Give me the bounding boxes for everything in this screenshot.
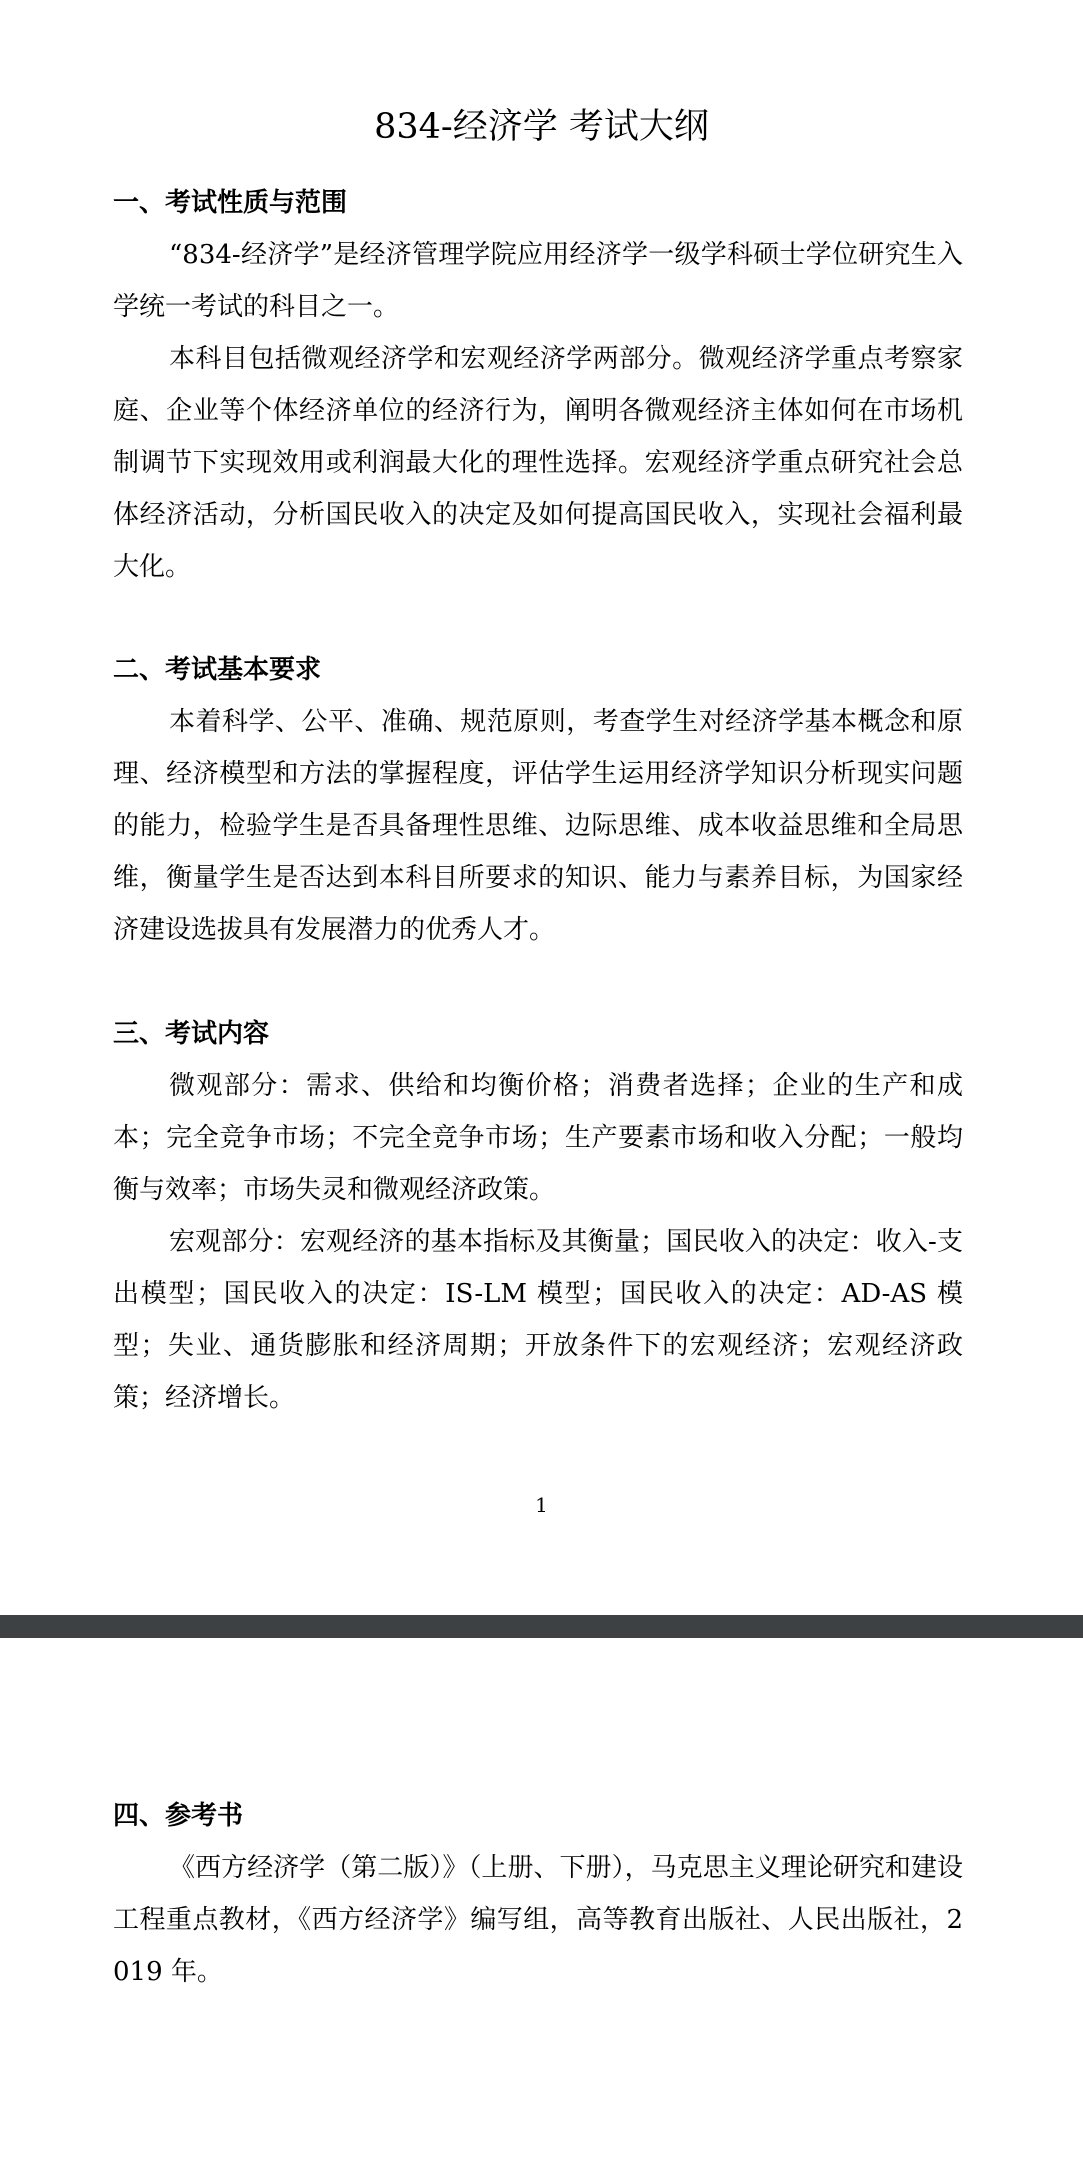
section-exam-content	[113, 1008, 963, 1424]
section-heading: 三、考试内容	[113, 1019, 270, 1049]
section-paragraph: 宏观部分：宏观经济的基本指标及其衡量；国民收入的决定：收入-支出模型；国民收入的决定：IS-LM 模型；国民收入的决定：AD-AS 模型；失业、通货膨胀和经济周期；开放条件下的宏观经济；宏观经济政策；经济增长。	[113, 1227, 963, 1413]
document-page-2	[0, 1638, 1083, 2180]
section-heading: 四、参考书	[113, 1801, 244, 1831]
section-paragraph: “834-经济学”是经济管理学院应用经济学一级学科硕士学位研究生入学统一考试的科目之一。	[113, 240, 963, 322]
section-paragraph: 本着科学、公平、准确、规范原则，考查学生对经济学基本概念和原理、经济模型和方法的掌握程度，评估学生运用经济学知识分析现实问题的能力，检验学生是否具备理性思维、边际思维、成本收益思维和全局思维，衡量学生是否达到本科目所要求的知识、能力与素养目标，为国家经济建设选拔具有发展潜力的优秀人才。	[113, 707, 963, 945]
document-title: 834-经济学 考试大纲	[374, 107, 709, 147]
section-basic-requirements	[113, 644, 963, 956]
page-number: 1	[535, 1493, 548, 1517]
section-paragraph: 微观部分：需求、供给和均衡价格；消费者选择；企业的生产和成本；完全竞争市场；不完全竞争市场；生产要素市场和收入分配；一般均衡与效率；市场失灵和微观经济政策。	[113, 1071, 963, 1205]
section-heading: 二、考试基本要求	[113, 655, 322, 685]
section-paragraph: 《西方经济学（第二版）》（上册、下册），马克思主义理论研究和建设工程重点教材，《西方经济学》编写组，高等教育出版社、人民出版社，2019 年。	[113, 1853, 963, 1987]
section-exam-nature	[113, 177, 963, 593]
page-separator	[0, 1615, 1083, 1638]
section-heading: 一、考试性质与范围	[113, 188, 348, 218]
section-reference-books	[113, 1790, 963, 1998]
section-paragraph: 本科目包括微观经济学和宏观经济学两部分。微观经济学重点考察家庭、企业等个体经济单位的经济行为，阐明各微观经济主体如何在市场机制调节下实现效用或利润最大化的理性选择。宏观经济学重点研究社会总体经济活动，分析国民收入的决定及如何提高国民收入，实现社会福利最大化。	[113, 344, 963, 582]
